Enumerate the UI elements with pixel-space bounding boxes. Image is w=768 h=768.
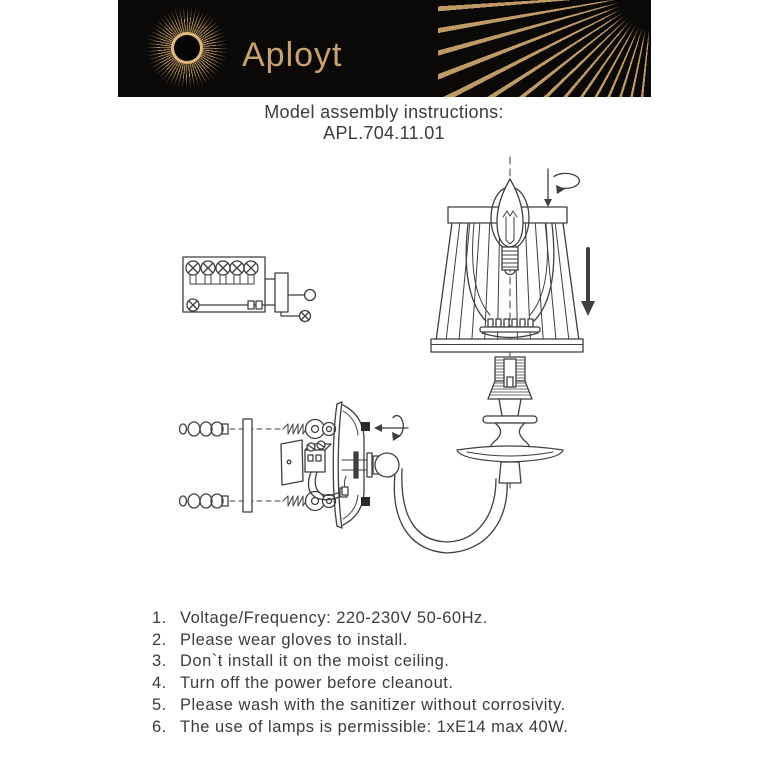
item-text: Voltage/Frequency: 220-230V 50-60Hz. <box>180 609 488 627</box>
brand-banner <box>118 0 651 97</box>
sconce-arm <box>394 469 507 553</box>
shade-down-arrow-icon <box>581 249 595 316</box>
bulb-rotation-arrow-icon <box>544 169 579 207</box>
terminal-block <box>281 440 347 500</box>
item-number: 3. <box>152 652 167 671</box>
item-text: The use of lamps is permissible: 1xE14 max 40W. <box>180 717 569 736</box>
terminal-screws <box>186 261 258 275</box>
candle-cup <box>457 416 563 483</box>
brand-wordmark: Aployt <box>242 36 343 74</box>
lamp-symbol <box>305 290 316 301</box>
mounting-hole-marker <box>361 497 370 506</box>
instruction-list <box>152 608 652 738</box>
ball-joint <box>375 453 399 477</box>
item-number: 1. <box>152 609 167 627</box>
mounting-screw <box>283 420 336 439</box>
wall-anchor <box>180 494 229 508</box>
mounting-plate <box>243 419 252 512</box>
item-number: 4. <box>152 674 167 693</box>
title-block <box>0 102 768 144</box>
item-number: 6. <box>152 717 167 736</box>
item-text: Turn off the power before cleanout. <box>180 674 454 693</box>
lamp-socket <box>488 357 532 416</box>
mounting-screw <box>283 492 336 511</box>
item-number: 5. <box>152 695 167 714</box>
model-code: APL.704.11.01 <box>323 123 445 143</box>
candle-bulb <box>491 179 529 275</box>
wall-anchor <box>180 422 229 436</box>
mounting-hole-marker <box>361 422 370 431</box>
list-item <box>152 608 652 630</box>
list-item <box>152 717 652 739</box>
starburst-core-icon <box>174 35 200 61</box>
item-number: 2. <box>152 630 167 649</box>
list-item <box>152 651 652 673</box>
list-item <box>152 673 652 695</box>
e14-base <box>502 247 518 275</box>
assembly-drawing <box>150 145 630 605</box>
switch-box <box>275 273 288 312</box>
list-item <box>152 695 652 717</box>
page-title: Model assembly instructions: <box>264 102 504 122</box>
wiring-diagram <box>183 257 316 322</box>
item-text: Don`t install it on the moist ceiling. <box>180 652 450 671</box>
bracket-rotation-arrow-icon <box>374 416 408 441</box>
corner-rays-icon <box>438 0 651 97</box>
item-text: Please wash with the sanitizer without corrosivity. <box>180 695 566 714</box>
item-text: Please wear gloves to install. <box>180 630 408 649</box>
list-item <box>152 630 652 652</box>
